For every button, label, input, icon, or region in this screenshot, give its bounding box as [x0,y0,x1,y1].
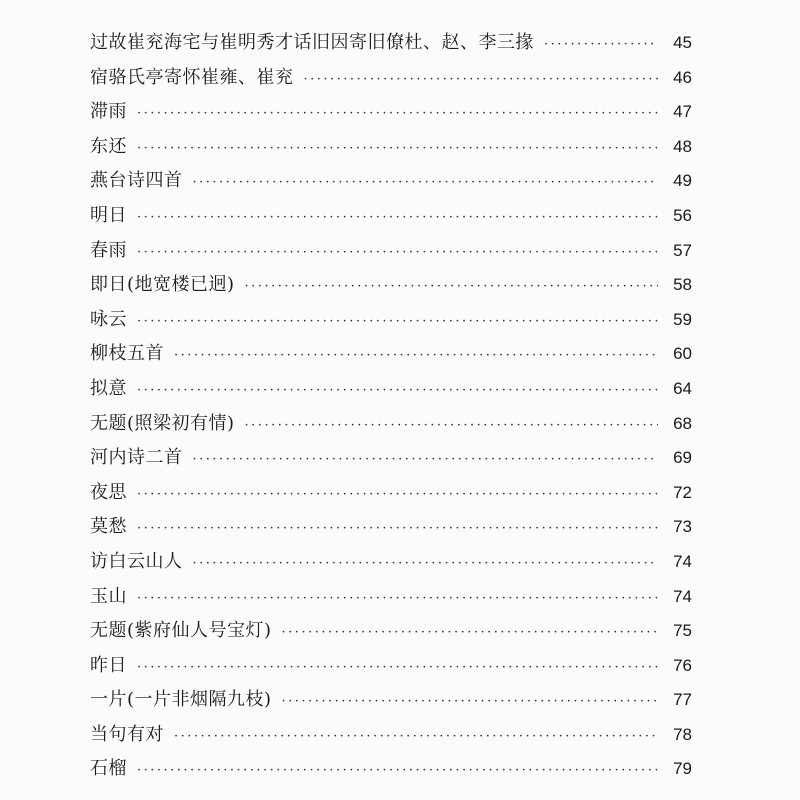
page-number: 68 [673,413,692,433]
toc-entry [90,268,692,303]
page-number: 45 [673,33,692,52]
toc-entry [90,614,692,649]
page-number: 56 [673,205,692,225]
page-number: 69 [673,448,692,468]
dot-leader [174,720,658,755]
entry-title: 滞雨 [90,101,127,123]
entry-title: 石榴 [90,758,127,780]
dot-leader [193,166,659,201]
entry-title: 柳枝五首 [90,343,164,365]
toc-entry [90,337,692,372]
page-number: 46 [673,67,692,87]
entry-title: 宿骆氏亭寄怀崔雍、崔兖 [90,66,294,88]
toc-entry [90,234,692,269]
page-number: 47 [673,102,692,122]
entry-title: 昨日 [90,654,127,676]
entry-title: 拟意 [90,377,127,399]
dot-leader [137,305,658,340]
dot-leader [137,582,658,617]
page-number: 73 [673,517,692,537]
page-number: 60 [673,344,692,364]
entry-title: 玉山 [90,585,127,607]
table-of-contents [90,26,692,787]
dot-leader [174,339,658,374]
toc-entry [90,580,692,615]
entry-title: 过故崔兖海宅与崔明秀才话旧因寄旧僚杜、赵、李三掾 [90,32,534,53]
page-number: 57 [673,240,692,260]
dot-leader [137,97,658,132]
toc-entry [90,372,692,407]
page-number: 74 [673,586,692,606]
entry-title: 访白云山人 [90,550,183,572]
page-number: 72 [673,482,692,502]
dot-leader [137,478,658,513]
page-number: 75 [673,621,692,641]
toc-entry [90,61,692,96]
toc-entry [90,649,692,684]
entry-title: 即日(地宽楼已迥) [90,274,235,296]
entry-title: 东还 [90,135,127,157]
entry-title: 燕台诗四首 [90,170,183,192]
entry-title: 明日 [90,204,127,226]
toc-entry [90,476,692,511]
page-number: 58 [673,275,692,295]
entry-title: 一片(一片非烟隔九枝) [90,689,272,711]
toc-entry [90,130,692,165]
dot-leader [282,616,658,651]
page-number: 77 [673,690,692,710]
toc-entry [90,441,692,476]
toc-entry [90,303,692,338]
toc-entry [90,26,692,61]
dot-leader [193,547,659,582]
dot-leader [304,63,659,98]
page-number: 79 [673,759,692,779]
entry-title: 莫愁 [90,516,127,538]
entry-title: 咏云 [90,308,127,330]
page-number: 48 [673,136,692,156]
toc-entry [90,95,692,130]
page-number: 64 [673,378,692,398]
dot-leader [137,201,658,236]
dot-leader [245,270,658,305]
dot-leader [137,512,658,547]
toc-entry [90,407,692,442]
dot-leader [245,409,658,444]
dot-leader [193,443,659,478]
dot-leader [137,374,658,409]
dot-leader [544,28,658,63]
toc-entry [90,510,692,545]
dot-leader [137,236,658,271]
toc-entry [90,164,692,199]
page-number: 76 [673,655,692,675]
entry-title: 河内诗二首 [90,447,183,469]
page-number: 49 [673,171,692,191]
dot-leader [282,685,658,720]
entry-title: 无题(紫府仙人号宝灯) [90,620,272,642]
toc-entry [90,199,692,234]
entry-title: 当句有对 [90,723,164,745]
dot-leader [137,754,658,789]
page-number: 59 [673,309,692,329]
entry-title: 春雨 [90,239,127,261]
entry-title: 无题(照梁初有情) [90,412,235,434]
page-number: 78 [673,724,692,744]
dot-leader [137,132,658,167]
toc-entry [90,683,692,718]
dot-leader [137,651,658,686]
toc-entry [90,718,692,753]
toc-entry [90,752,692,787]
toc-entry [90,545,692,580]
entry-title: 夜思 [90,481,127,503]
page-number: 74 [673,551,692,571]
